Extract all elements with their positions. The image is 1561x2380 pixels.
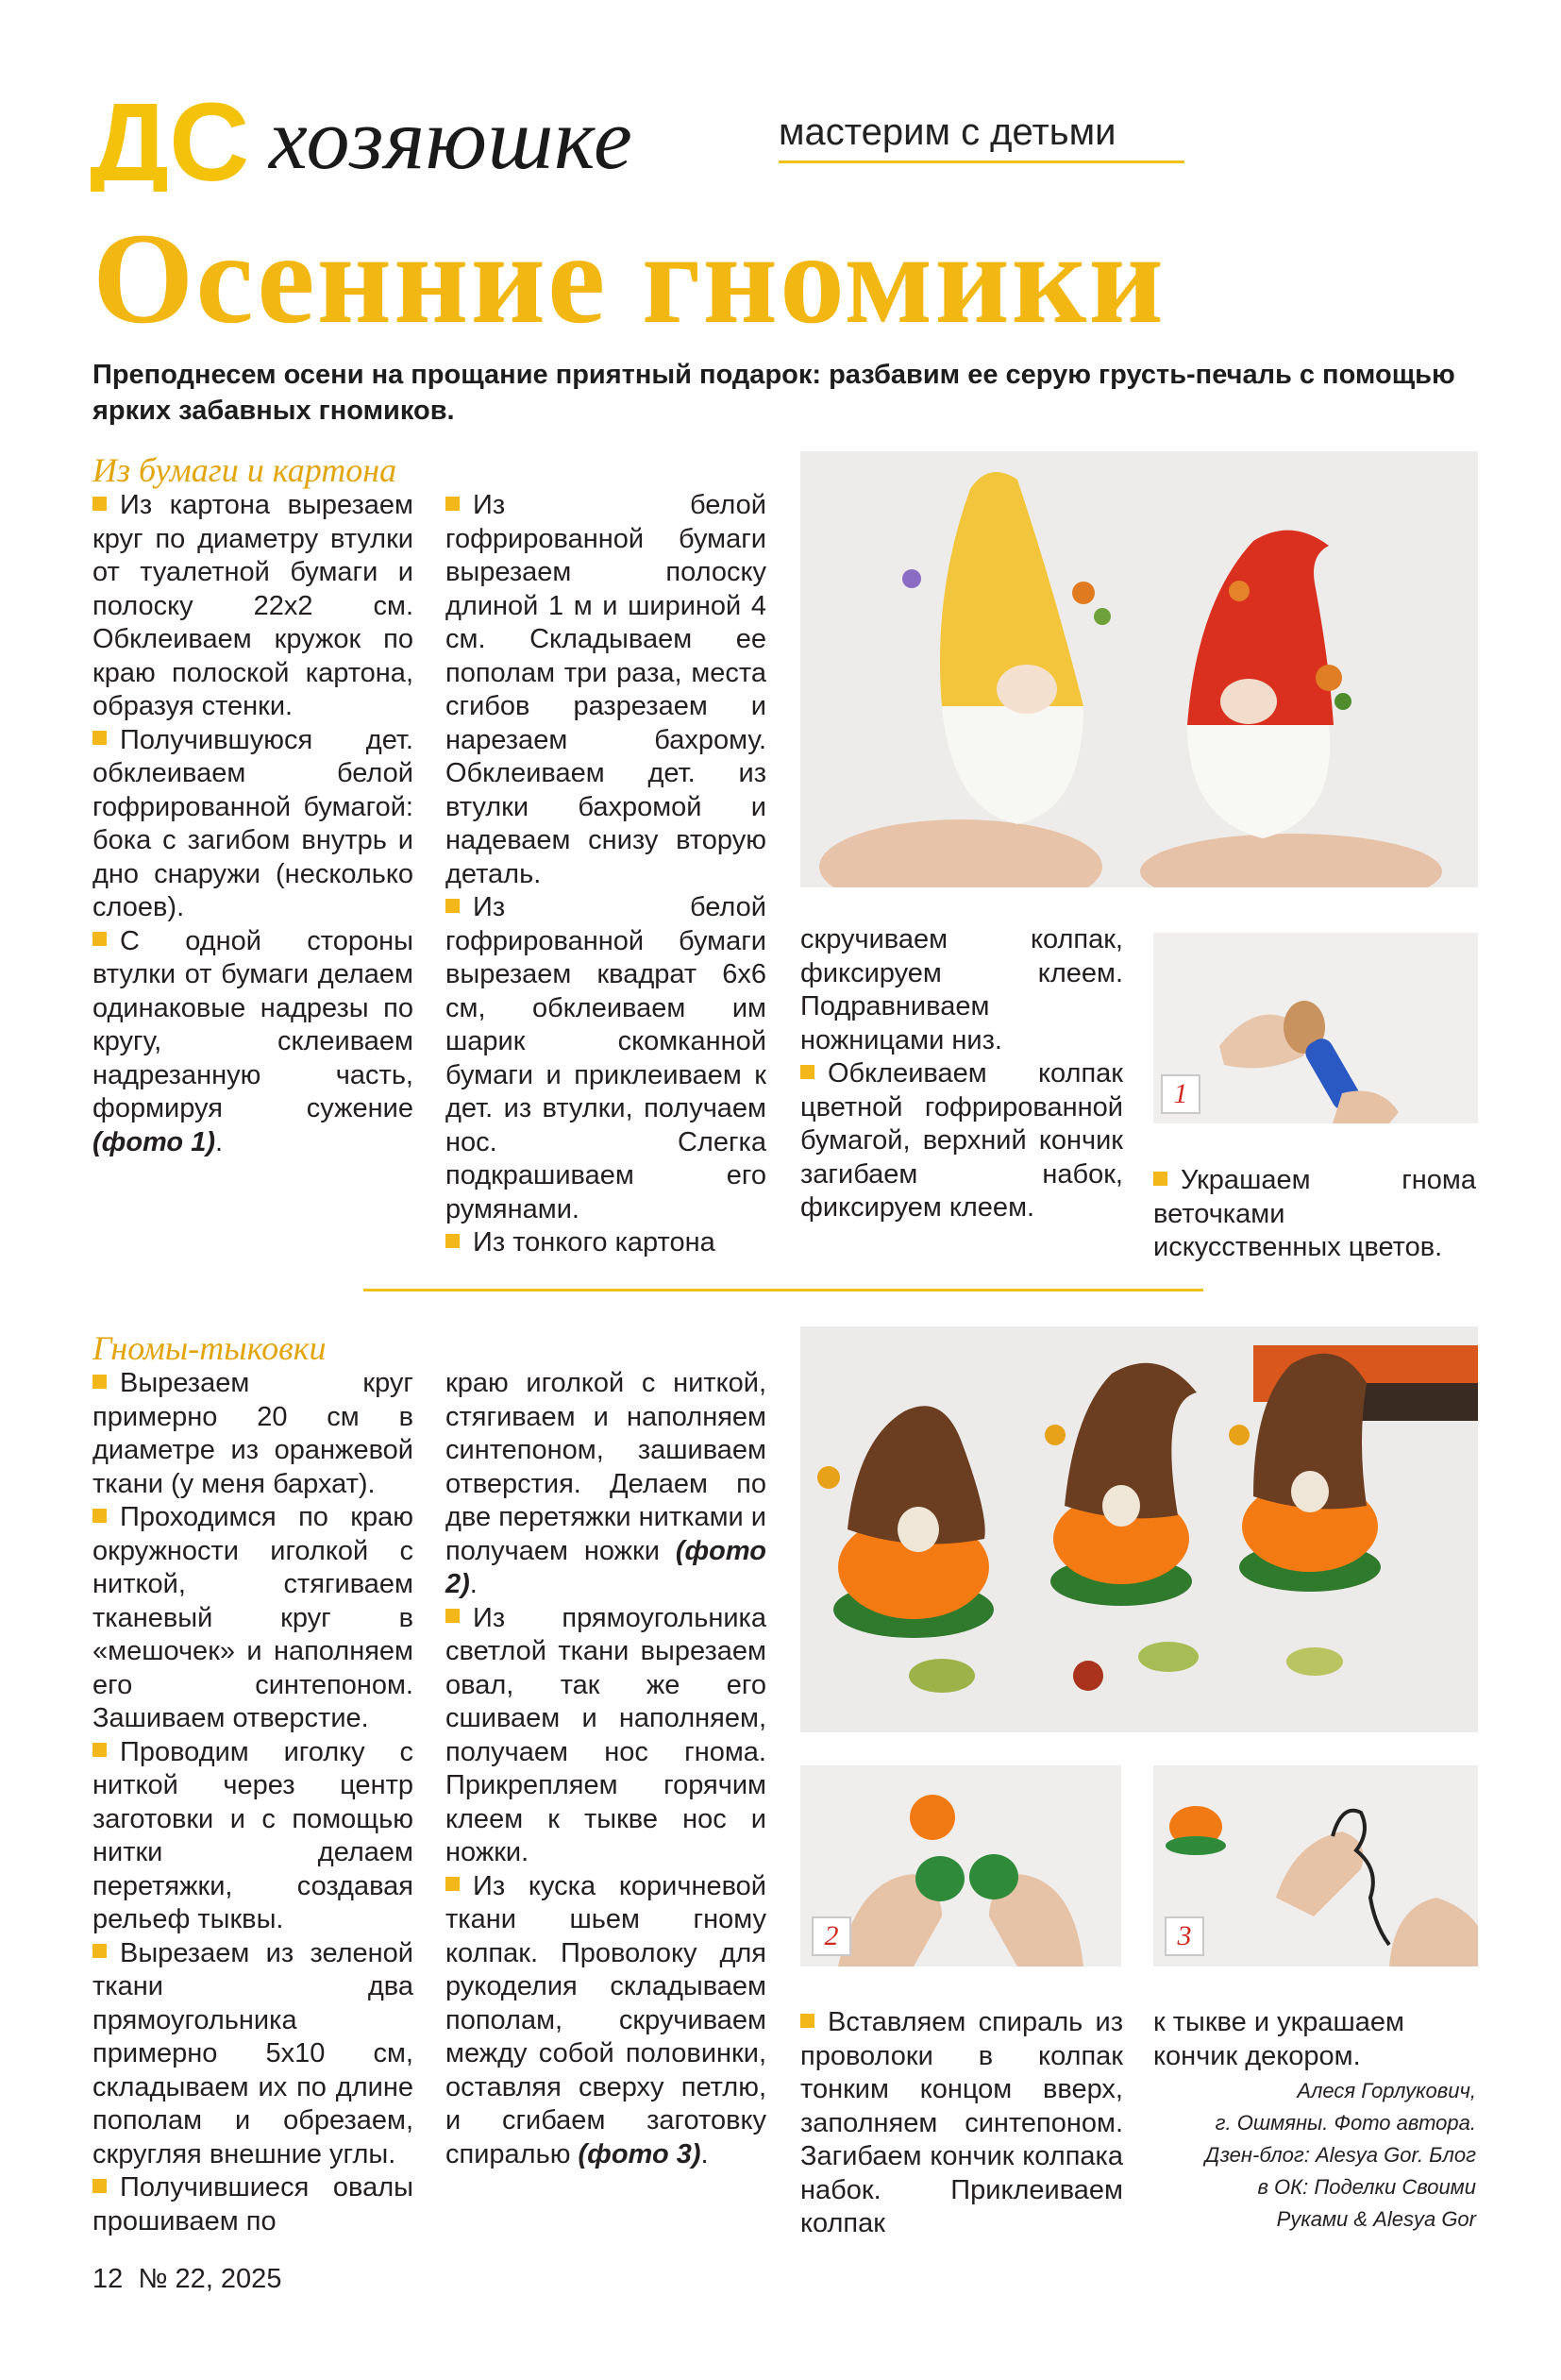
bullet-icon — [92, 497, 107, 511]
section2-column-3 — [800, 2006, 1123, 2241]
bullet-icon — [92, 932, 107, 946]
photo-reference: (фото 3) — [578, 2138, 701, 2169]
article-lead: Преподнесем осени на прощание приятный подарок: разбавим ее серую грусть-печаль с помощью ярких забавных гномиков. — [92, 360, 1455, 426]
photo-reference: (фото 1) — [92, 1126, 215, 1157]
step-continued: краю иголкой с ниткой, стягиваем и наполняем синтепоном, зашиваем отверстия. Делаем по две перетяжки нитками и получаем ножки (фото 2). — [445, 1368, 766, 1599]
photo-2 — [800, 1765, 1121, 1966]
step: Украшаем гнома веточками искусственных цветов. — [1153, 1165, 1476, 1262]
bullet-icon — [92, 1743, 107, 1757]
issue-number: № 22, 2025 — [138, 2264, 282, 2294]
photo-1 — [1153, 933, 1478, 1123]
section2-column-2 — [445, 1367, 766, 2171]
page-folio — [92, 2264, 281, 2295]
section-divider — [363, 1289, 1203, 1291]
step: Вырезаем из зеленой ткани два прямоугольника примерно 5x10 см, складываем их по длине пополам и обрезаем, скругляя внешние углы. — [92, 1937, 413, 2169]
photo-number-badge: 3 — [1165, 1916, 1204, 1956]
author-credit: Алеся Горлукович, г. Ошмяны. Фото автора. Дзен-блог: Alesya Gor. Блог в ОК: Поделки Своими Руками & Alesya Gor — [1204, 2079, 1476, 2231]
rubric-title: хозяюшке — [269, 91, 633, 187]
bullet-icon — [445, 1609, 460, 1623]
section1-column-4 — [1153, 1164, 1476, 1265]
sub-rubric-underline — [779, 160, 1184, 163]
step: Обклеиваем колпак цветной гофрированной бумагой, верхний кончик загибаем набок, фиксируем клеем. — [800, 1058, 1123, 1223]
step-continued: к тыкве и украшаем кончик декором. — [1153, 2007, 1404, 2071]
section-title-paper: Из бумаги и картона — [92, 451, 397, 489]
step: Из белой гофрированной бумаги вырезаем полоску длиной 1 м и шириной 4 см. Складываем ее пополам три раза, места сгибов разрезаем и нарезаем бахрому. Обклеиваем дет. из втулки бахромой и надеваем снизу вторую деталь. — [445, 490, 766, 889]
bullet-icon — [92, 1509, 107, 1523]
step: Вставляем спираль из проволоки в колпак тонким концом вверх, заполняем синтепоном. Загибаем кончик колпака набок. Приклеиваем колпак — [800, 2007, 1123, 2238]
bullet-icon — [92, 731, 107, 745]
step: Из картона вырезаем круг по диаметру втулки от туалетной бумаги и полоску 22x2 см. Обклеиваем кружок по краю полоской картона, образуя стенки. — [92, 490, 413, 721]
page-number: 12 — [92, 2264, 124, 2294]
step: Получившиеся овалы прошиваем по — [92, 2172, 413, 2237]
logo — [90, 90, 250, 192]
sub-rubric: мастерим с детьми — [779, 111, 1116, 153]
photo-paper-gnomes — [800, 451, 1478, 887]
section2-column-4 — [1153, 2006, 1476, 2073]
step: Из тонкого картона — [445, 1226, 766, 1260]
step: Проходимся по краю окружности иголкой с ниткой, стягиваем тканевый круг в «мешочек» и наполняем его синтепоном. Зашиваем отверстие. — [92, 1502, 413, 1733]
step: Из прямоугольника светлой ткани вырезаем овал, так же его сшиваем и наполняем, получаем нос гнома. Прикрепляем горячим клеем к тыкве нос и ножки. — [445, 1602, 766, 1867]
section2-column-1 — [92, 1367, 413, 2238]
bullet-icon — [92, 1944, 107, 1958]
bullet-icon — [445, 899, 460, 913]
photo-pumpkin-gnomes — [800, 1326, 1478, 1732]
bullet-icon — [1153, 1172, 1167, 1186]
bullet-icon — [445, 497, 460, 511]
logo-text: ДС — [90, 90, 250, 192]
step: Из белой гофрированной бумаги вырезаем квадрат 6x6 см, обклеиваем им шарик скомканной бумаги и приклеиваем к дет. из втулки, получаем нос. Слегка подкрашиваем его румянами. — [445, 892, 766, 1224]
section1-column-1 — [92, 489, 413, 1159]
bullet-icon — [800, 1065, 814, 1079]
step: Получившуюся дет. обклеиваем белой гофрированной бумагой: бока с загибом внутрь и дно снаружи (несколько слоев). — [92, 724, 413, 922]
section1-column-2 — [445, 489, 766, 1260]
section-title-pumpkin: Гномы-тыковки — [92, 1329, 327, 1367]
bullet-icon — [800, 2014, 814, 2028]
section1-column-3 — [800, 923, 1123, 1225]
bullet-icon — [445, 1234, 460, 1248]
photo-number-badge: 2 — [812, 1916, 851, 1956]
photo-3 — [1153, 1765, 1478, 1966]
photo-reference: (фото 2) — [445, 1535, 766, 1599]
bullet-icon — [445, 1877, 460, 1891]
step-continued: скручиваем колпак, фиксируем клеем. Подравниваем ножницами низ. — [800, 924, 1123, 1055]
step: Из куска коричневой ткани шьем гному колпак. Проволоку для рукоделия складываем пополам, скручиваем между собой половинки, оставляя сверху петлю, и сгибаем заготовку спиралью (фото 3). — [445, 1870, 766, 2169]
photo-number-badge: 1 — [1161, 1074, 1200, 1114]
bullet-icon — [92, 2179, 107, 2193]
step: С одной стороны втулки от бумаги делаем одинаковые надрезы по кругу, склеиваем надрезанную часть, формируя сужение (фото 1). — [92, 925, 413, 1157]
bullet-icon — [92, 1375, 107, 1389]
step: Вырезаем круг примерно 20 см в диаметре из оранжевой ткани (у меня бархат). — [92, 1368, 413, 1499]
article-title: Осенние гномики — [92, 206, 1166, 350]
step: Проводим иголку с ниткой через центр заготовки и с помощью нитки делаем перетяжки, создавая рельеф тыквы. — [92, 1736, 413, 1934]
